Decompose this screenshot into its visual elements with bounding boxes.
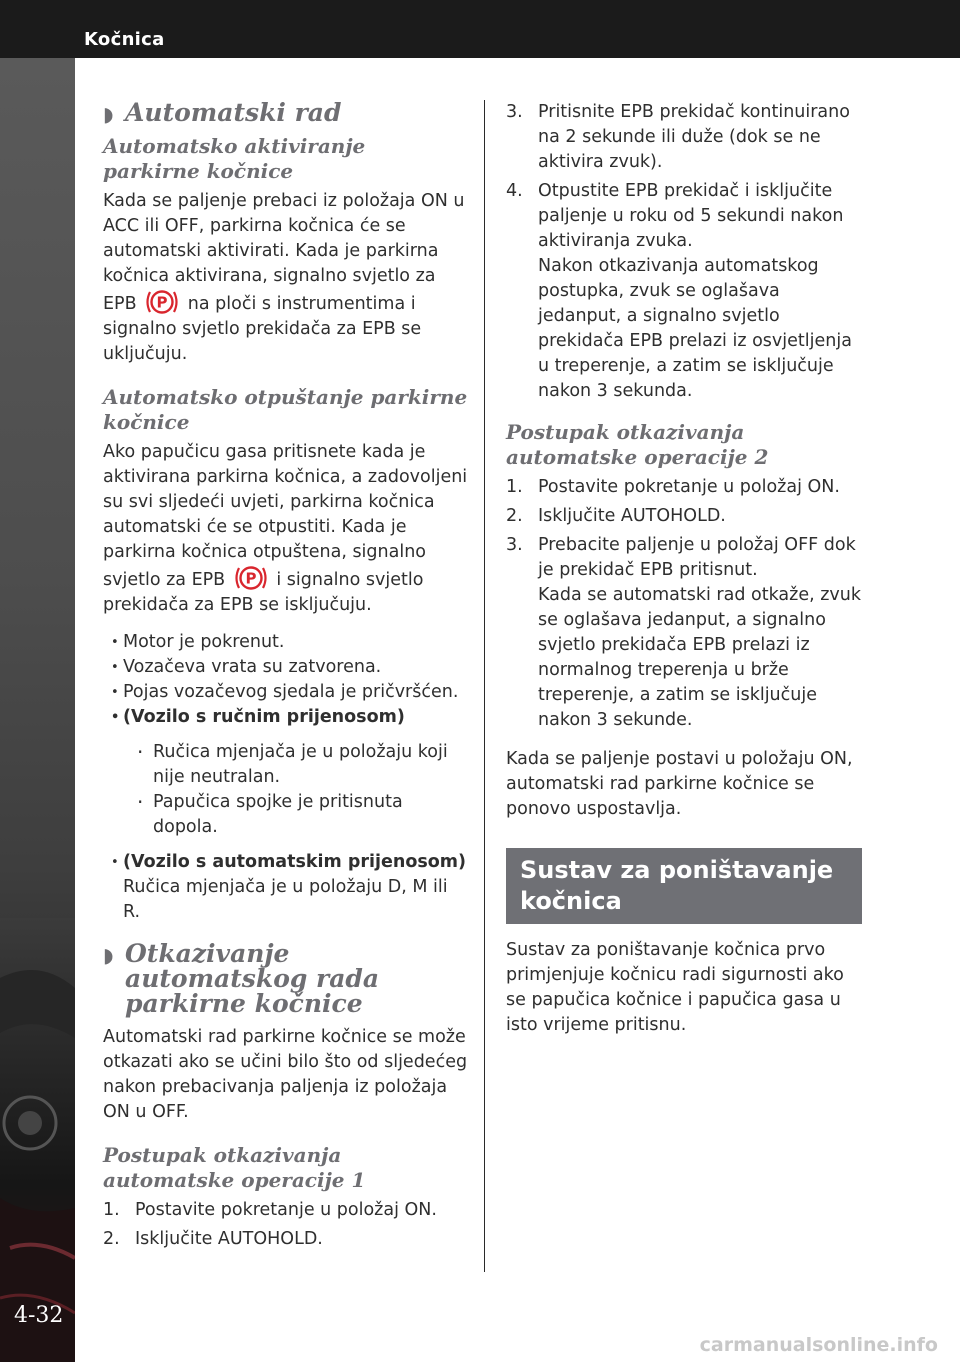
- list-item: • Motor je pokrenut.: [111, 630, 468, 655]
- epb-warning-icon: [145, 289, 179, 315]
- paragraph-brake-override: Sustav za poništavanje kočnica prvo primjenjuje kočnicu radi sigurnosti ako se papučica kočnice i papučica gasa u isto vrijeme pritisnu.: [506, 940, 844, 1035]
- list-item: · Papučica spojke je pritisnuta dopola.: [135, 790, 468, 840]
- step-number: 3.: [506, 102, 523, 122]
- left-column: [103, 100, 468, 1256]
- automatic-conditions-list: [111, 850, 468, 925]
- list-item: • Vozačeva vrata su zatvorena.: [111, 655, 468, 680]
- paragraph-cancel: Automatski rad parkirne kočnice se može otkazati ako se učini bilo što od sljedećeg nakon prebacivanja paljenja iz položaja ON u OFF.: [103, 1027, 468, 1122]
- conditions-list: [111, 630, 468, 730]
- heading-automatic-activation: Automatsko aktiviranje parkirne kočnice: [103, 134, 366, 183]
- step-text: Prebacite paljenje u položaj OFF dok je prekidač EPB pritisnut.: [538, 535, 856, 580]
- column-divider: [484, 100, 485, 1272]
- car-interior-photo: [0, 918, 75, 1362]
- section-heading-brake-override: Sustav za poništavanje kočnica: [506, 848, 862, 924]
- manual-conditions-list: [135, 740, 468, 840]
- list-item: • (Vozilo s ručnim prijenosom): [111, 705, 468, 730]
- paragraph-restore: Kada se paljenje postavi u položaju ON, automatski rad parkirne kočnice se ponovo uspostavlja.: [506, 749, 853, 819]
- step-text: Isključite AUTOHOLD.: [538, 506, 726, 526]
- right-column: [506, 100, 866, 1038]
- list-item: [506, 504, 866, 529]
- step-number: 2.: [103, 1229, 120, 1249]
- section-header-title: Kočnica: [84, 29, 165, 50]
- epb-warning-icon: [234, 565, 268, 591]
- step-text: Postavite pokretanje u položaj ON.: [135, 1200, 437, 1220]
- svg-text:P: P: [156, 293, 168, 312]
- heading-text: Automatski rad: [125, 98, 342, 127]
- list-item: • Pojas vozačevog sjedala je pričvršćen.: [111, 680, 468, 705]
- paragraph-text: Ako papučicu gasa pritisnete kada je aktivirana parkirna kočnica, a zadovoljeni su svi sljedeći uvjeti, parkirna kočnica automatski će se otpustiti. Kada je parkirna kočnica otpuštena, signalno svjetlo za EPB: [103, 442, 468, 590]
- step-text-continued: Kada se automatski rad otkaže, zvuk se oglašava jedanput, a signalno svjetlo prekidača EPB prelazi iz normalnog treperenja u brže treperenje, a zatim se isključuje nakon 3 sekunde.: [538, 585, 861, 730]
- step-text: Otpustite EPB prekidač i isključite paljenje u roku od 5 sekundi nakon aktiviranja zvuka.: [538, 181, 844, 251]
- heading-automatic-release: Automatsko otpuštanje parkirne kočnice: [103, 385, 468, 434]
- step-text: Pritisnite EPB prekidač kontinuirano na 2 sekunde ili duže (dok se ne aktivira zvuk).: [538, 102, 850, 172]
- top-header-bar: [0, 0, 960, 58]
- paragraph-text: Kada se paljenje prebaci iz položaja ON u ACC ili OFF, parkirna kočnica će se automatski aktivirati. Kada je parkirna kočnica aktivirana, signalno svjetlo za EPB: [103, 191, 465, 314]
- step-number: 1.: [506, 477, 523, 497]
- page-number: 4-32: [14, 1303, 64, 1328]
- step-text-continued: Nakon otkazivanja automatskog postupka, zvuk se oglašava jedanput, a signalno svjetlo prekidača EPB prelazi iz osvjetljenja u treperenje, a zatim se isključuje nakon 3 sekunda.: [538, 256, 852, 401]
- list-item: [111, 850, 468, 925]
- paragraph-text: i signalno svjetlo prekidača za EPB se isključuju.: [103, 570, 424, 615]
- left-sidebar: [0, 58, 75, 1362]
- list-item: [506, 100, 866, 175]
- list-item: [506, 179, 866, 404]
- heading-procedure-2: Postupak otkazivanja automatske operacije 2: [506, 420, 769, 469]
- heading-procedure-1: Postupak otkazivanja automatske operacije 1: [103, 1143, 366, 1192]
- section-arrow-icon: ◗: [103, 102, 114, 126]
- paragraph-release: [103, 440, 468, 618]
- automatic-text: Ručica mjenjača je u položaju D, M ili R.: [123, 877, 448, 922]
- heading-text: Otkazivanje automatskog rada parkirne kočnice: [125, 939, 380, 1018]
- heading-automatic-operation: [103, 100, 468, 125]
- list-item: [506, 475, 866, 500]
- step-text: Postavite pokretanje u položaj ON.: [538, 477, 840, 497]
- step-number: 1.: [103, 1200, 120, 1220]
- list-item: [506, 533, 866, 733]
- list-item: · Ručica mjenjača je u položaju koji nije neutralan.: [135, 740, 468, 790]
- step-number: 4.: [506, 181, 523, 201]
- heading-cancel-automatic: [103, 941, 468, 1016]
- list-item: [103, 1227, 468, 1252]
- automatic-label: (Vozilo s automatskim prijenosom): [123, 852, 467, 872]
- svg-text:P: P: [245, 569, 257, 588]
- procedure-1-continued-list: [506, 100, 866, 404]
- step-number: 2.: [506, 506, 523, 526]
- step-number: 3.: [506, 535, 523, 555]
- list-item: [103, 1198, 468, 1223]
- procedure-2-list: [506, 475, 866, 733]
- paragraph-text: na ploči s instrumentima i signalno svjetlo prekidača za EPB se uključuju.: [103, 294, 422, 364]
- watermark: carmanualsonline.info: [699, 1334, 938, 1356]
- paragraph-activation: [103, 189, 468, 367]
- procedure-1-list: [103, 1198, 468, 1252]
- section-arrow-icon: ◗: [103, 943, 114, 967]
- step-text: Isključite AUTOHOLD.: [135, 1229, 323, 1249]
